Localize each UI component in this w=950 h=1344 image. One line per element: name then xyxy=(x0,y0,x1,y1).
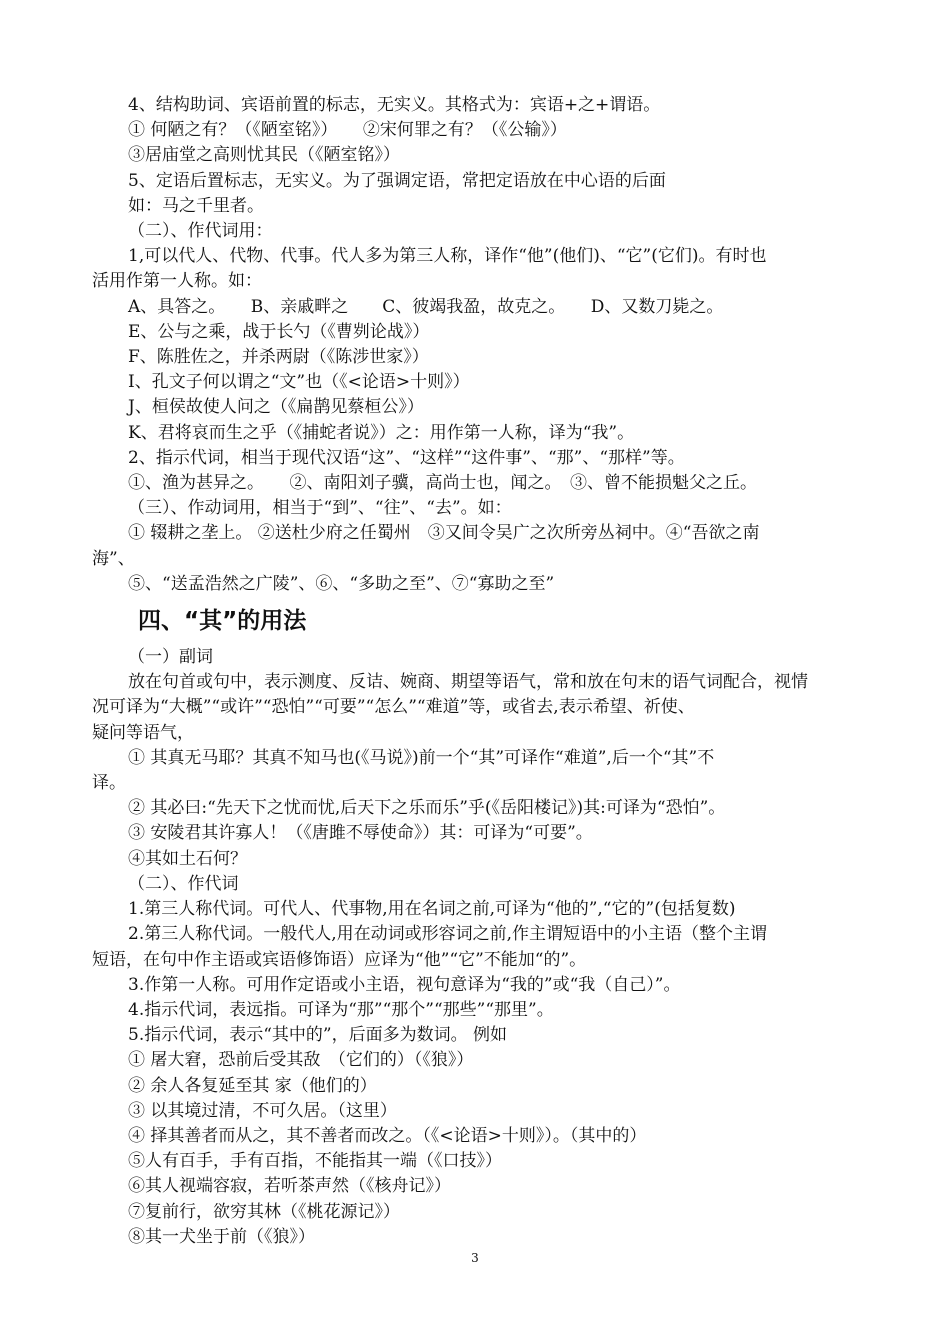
section-subheading: （一）副词 xyxy=(128,647,213,668)
text-line: 如：马之千里者。 xyxy=(128,195,264,216)
text-line: ⑦复前行，欲穷其林（《桃花源记》） xyxy=(128,1201,400,1222)
text-line: ④ 择其善者而从之，其不善者而改之。（《<论语>十则》）。（其中的） xyxy=(128,1125,647,1146)
text-line: 放在句首或句中，表示测度、反诘、婉商、期望等语气，常和放在句末的语气词配合，视情 xyxy=(128,672,808,693)
text-line: ① 辍耕之垄上。 ②送杜少府之任蜀州 ③又间令吴广之次所旁丛祠中。④“吾欲之南 xyxy=(128,523,760,544)
text-line-continuation: 短语，在句中作主语或宾语修饰语）应译为“他”“它”不能加“的”。 xyxy=(92,949,587,970)
text-line: K、君将哀而生之乎（《捕蛇者说》）之：用作第一人称，译为“我”。 xyxy=(128,422,635,443)
section-subheading: （二）、作代词 xyxy=(128,873,239,894)
text-line: 4、结构助词、宾语前置的标志，无实义。其格式为：宾语+之+谓语。 xyxy=(128,95,661,115)
text-line: ③ 以其境过清，不可久居。（这里） xyxy=(128,1100,397,1121)
text-line-continuation: 疑问等语气， xyxy=(92,722,194,743)
text-line-continuation: 译。 xyxy=(92,773,126,794)
text-line: ① 何陋之有？（《陋室铭》） ②宋何罪之有？（《公输》） xyxy=(128,120,567,141)
text-line: 2、指示代词，相当于现代汉语“这”、“这样”“这件事”、“那”、“那样”等。 xyxy=(128,447,685,468)
text-line: ① 其真无马耶？其真不知马也(《马说》)前一个“其”可译作“难道”,后一个“其”不 xyxy=(128,747,715,768)
text-line: ⑤、“送孟浩然之广陵”、⑥、“多助之至”、⑦“寡助之至” xyxy=(128,573,555,594)
text-line: E、公与之乘，战于长勺（《曹刿论战》） xyxy=(128,321,430,342)
text-line: ⑧其一犬坐于前（《狼》） xyxy=(128,1226,315,1247)
text-line-continuation: 活用作第一人称。如： xyxy=(92,271,262,292)
text-line: F、陈胜佐之，并杀两尉（《陈涉世家》） xyxy=(128,347,429,368)
text-line: ② 其必曰:“先天下之忧而忧,后天下之乐而乐”乎(《岳阳楼记》)其:可译为“恐怕”。 xyxy=(128,798,726,819)
text-line: 3.作第一人称。可用作定语或小主语，视句意译为“我的”或“我（自己）”。 xyxy=(128,974,681,995)
document-page xyxy=(92,93,872,1250)
section-heading: 四、“其”的用法 xyxy=(138,608,307,635)
text-line: ④其如土石何？ xyxy=(128,848,247,869)
section-subheading: （三）、作动词用，相当于“到”、“往”、“去”。如： xyxy=(128,498,512,519)
text-line: ③ 安陵君其许寡人！（《唐雎不辱使命》）其：可译为“可要”。 xyxy=(128,823,593,844)
text-line: 2.第三人称代词。一般代人,用在动词或形容词之前,作主谓短语中的小主语（整个主谓 xyxy=(128,924,768,945)
text-line: 1,可以代人、代物、代事。代人多为第三人称，译作“他”(他们)、“它”(它们)。有时也 xyxy=(128,246,767,267)
page-number: 3 xyxy=(471,1251,479,1265)
section-subheading: （二）、作代词用： xyxy=(128,221,273,242)
text-line: ② 余人各复延至其 家（他们的） xyxy=(128,1075,377,1096)
text-line: ① 屠大窘，恐前后受其敌 （它们的）（《狼》） xyxy=(128,1050,474,1071)
text-line: J、桓侯故使人问之（《扁鹊见蔡桓公》） xyxy=(128,397,424,418)
text-line: ⑤人有百手，手有百指，不能指其一端（《口技》） xyxy=(128,1151,502,1172)
text-line: 4.指示代词，表远指。可译为“那”“那个”“那些”“那里”。 xyxy=(128,999,554,1020)
text-line: ③居庙堂之高则忧其民（《陋室铭》） xyxy=(128,145,400,166)
text-line-continuation: 况可译为“大概”“或许”“恐怕”“可要”“怎么”“难道”等，或省去,表示希望、祈使、 xyxy=(92,697,695,718)
text-line: ①、渔为甚异之。 ②、南阳刘子骥，高尚士也，闻之。 ③、曾不能损魁父之丘。 xyxy=(128,473,757,494)
text-line-continuation: 海”、 xyxy=(92,548,135,569)
text-line: 1.第三人称代词。可代人、代事物,用在名词之前,可译为“他的”,“它的”(包括复数) xyxy=(128,899,736,920)
text-line: A、具答之。 B、亲戚畔之 C、彼竭我盈，故克之。 D、又数刀毙之。 xyxy=(128,296,724,317)
text-line: ⑥其人视端容寂，若听茶声然（《核舟记》） xyxy=(128,1176,451,1197)
text-line: 5、定语后置标志，无实义。为了强调定语，常把定语放在中心语的后面 xyxy=(128,170,666,191)
text-line: 5.指示代词，表示“其中的”，后面多为数词。 例如 xyxy=(128,1025,508,1046)
text-line: I、孔文子何以谓之“文”也（《<论语>十则》） xyxy=(128,372,470,393)
